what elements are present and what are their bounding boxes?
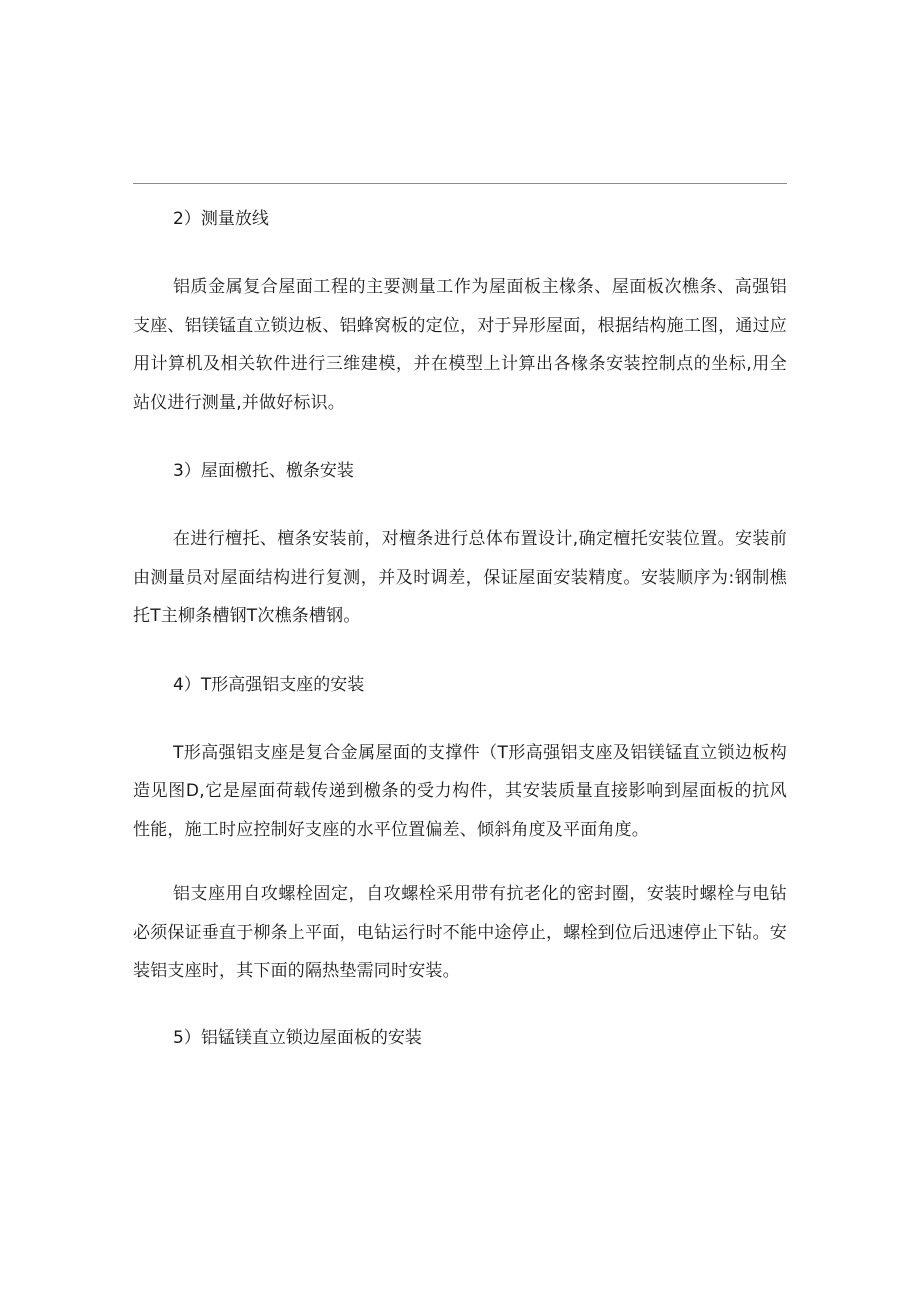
paragraph-t-support-fixing: 铝支座用自攻螺栓固定，自攻螺栓采用带有抗老化的密封圈，安装时螺栓与电钻必须保证垂直于柳条上平面，电钻运行时不能中途停止，螺栓到位后迅速停止下钻。安装铝支座时，其下面的隔热垫需同时安装。 bbox=[133, 884, 787, 981]
paragraph-purlin: 在进行檀托、檀条安装前，对檀条进行总体布置设计,确定檀托安装位置。安装前由测量员对屋面结构进行复测，并及时调差，保证屋面安装精度。安装顺序为:钢制樵托T主柳条槽钢T次樵条槽钢。 bbox=[133, 529, 787, 626]
paragraph-survey: 铝质金属复合屋面工程的主要测量工作为屋面板主椽条、屋面板次樵条、高强铝支座、铝镁锰直立锁边板、铝蜂窝板的定位，对于异形屋面，根据结构施工图，通过应用计算机及相关软件进行三维建模，并在模型上计算出各椽条安装控制点的坐标,用全站仪进行测量,并做好标识。 bbox=[133, 277, 787, 413]
section-heading-survey: 2）测量放线 bbox=[173, 209, 269, 229]
document-body bbox=[133, 200, 787, 1057]
section-heading-roof-panel: 5）铝锰镁直立锁边屋面板的安装 bbox=[173, 1027, 422, 1048]
section-heading-t-support: 4）T形高强铝支座的安装 bbox=[173, 674, 365, 695]
section-heading-purlin: 3）屋面檄托、檄条安装 bbox=[173, 461, 354, 481]
paragraph-t-support-intro: T形高强铝支座是复合金属屋面的支撑件（T形高强铝支座及铝镁锰直立锁边板构造见图D,它是屋面荷载传递到檄条的受力构件，其安装质量直接影响到屋面板的抗风性能，施工时应控制好支座的水平位置偏差、倾斜角度及平面角度。 bbox=[133, 742, 787, 840]
header-divider bbox=[133, 183, 787, 184]
